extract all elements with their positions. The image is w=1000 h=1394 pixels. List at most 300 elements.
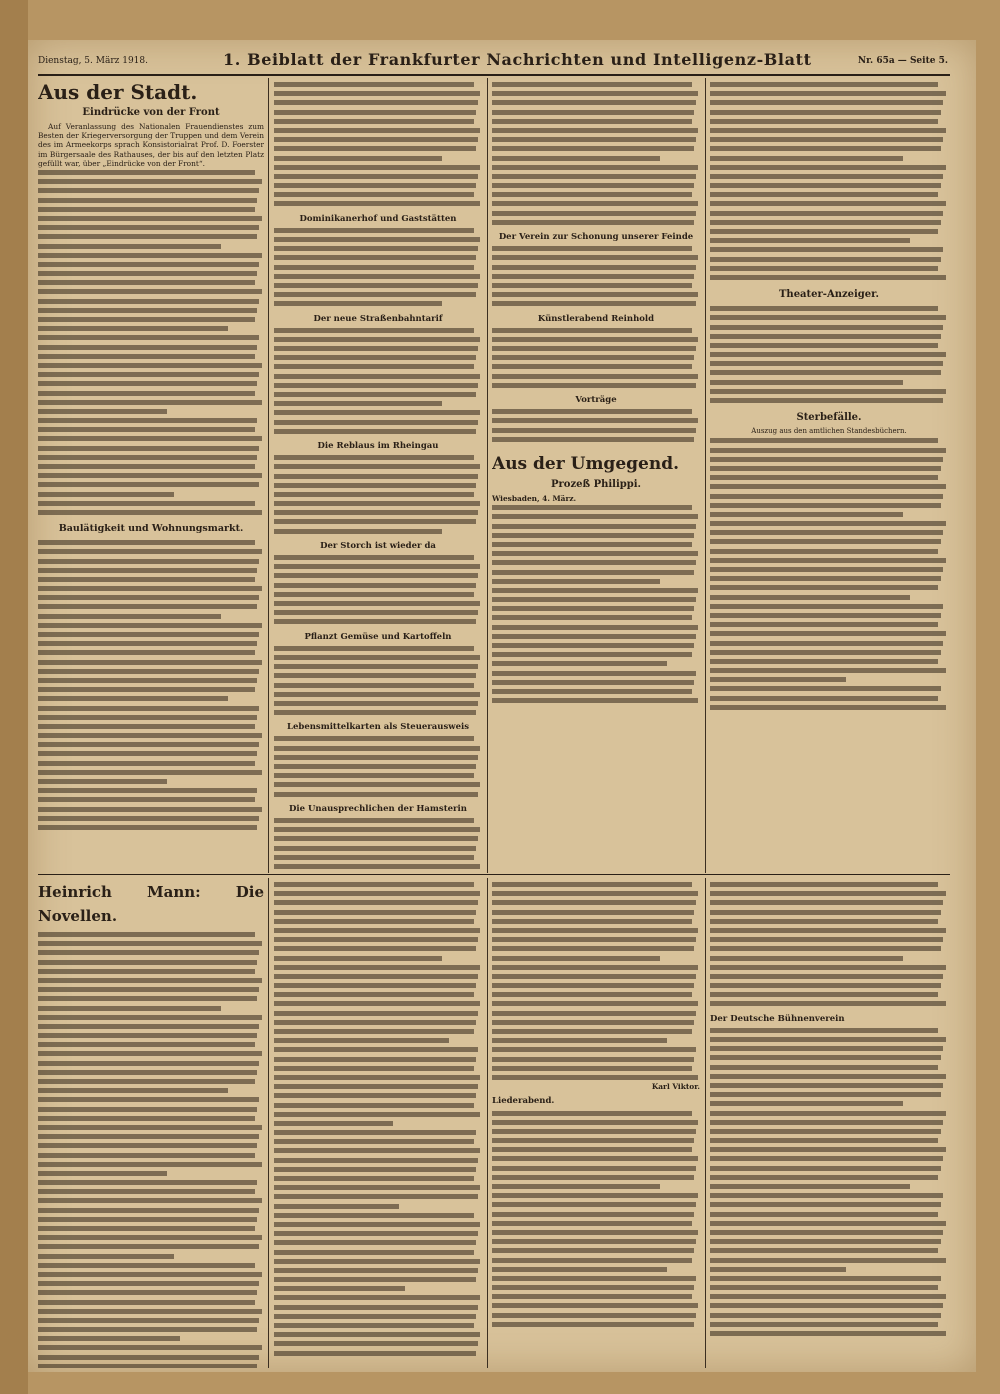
text-line — [492, 144, 694, 153]
text-line — [274, 172, 478, 181]
text-line — [492, 344, 696, 353]
text-line — [274, 1238, 476, 1247]
text-line — [710, 273, 946, 282]
text-line — [492, 898, 696, 907]
text-line — [274, 1339, 478, 1348]
text-line — [710, 1301, 943, 1310]
text-line — [38, 612, 221, 621]
text-line — [710, 602, 943, 611]
text-line — [492, 1045, 696, 1054]
text-line — [492, 623, 698, 632]
text-line — [710, 1237, 941, 1246]
text-line — [492, 944, 694, 953]
text-line — [710, 694, 938, 703]
text-line — [492, 926, 698, 935]
text-line — [274, 753, 478, 762]
text-line — [710, 547, 938, 556]
text-line — [492, 577, 660, 586]
text-line — [38, 713, 257, 722]
text-line — [710, 639, 943, 648]
text-line — [492, 908, 694, 917]
text-line — [274, 608, 478, 617]
column-2 — [274, 80, 482, 870]
text-line — [710, 209, 943, 218]
text-line — [274, 1045, 478, 1054]
text-line — [492, 1064, 692, 1073]
text-line — [492, 696, 698, 705]
text-line — [492, 1191, 698, 1200]
text-line — [710, 1026, 938, 1035]
text-line — [492, 999, 698, 1008]
text-line — [710, 80, 938, 89]
text-line — [274, 408, 480, 417]
text-line — [274, 1101, 474, 1110]
text-line — [710, 368, 941, 377]
text-line — [38, 667, 259, 676]
text-line — [710, 473, 938, 482]
text-line — [492, 1073, 698, 1082]
text-line — [38, 444, 259, 453]
text-line — [38, 186, 259, 195]
text-line — [38, 985, 259, 994]
column-rule — [705, 78, 706, 873]
text-line — [38, 1059, 259, 1068]
article-headline: Die Unausprechlichen der Hamsterin — [289, 803, 467, 814]
text-line — [710, 675, 846, 684]
text-line — [274, 190, 474, 199]
text-line — [710, 154, 903, 163]
text-line — [38, 538, 255, 547]
text-line — [38, 1049, 262, 1058]
text-line — [274, 499, 480, 508]
text-line — [710, 264, 938, 273]
text-line — [38, 287, 262, 296]
text-line — [274, 1202, 399, 1211]
text-line — [38, 196, 257, 205]
text-line — [710, 1044, 943, 1053]
text-line — [38, 1215, 257, 1224]
text-body — [274, 644, 482, 718]
text-line — [710, 135, 943, 144]
text-line — [274, 80, 474, 89]
article-headline: Künstlerabend Reinhold — [537, 313, 655, 324]
text-line — [38, 1343, 262, 1352]
text-line — [710, 1118, 943, 1127]
text-line — [38, 1288, 257, 1297]
deaths-subheadline: Auszug aus den amtlichen Standesbüchern. — [751, 427, 907, 436]
text-line — [38, 1196, 262, 1205]
text-line — [38, 593, 259, 602]
text-line — [38, 260, 259, 269]
text-line — [274, 617, 476, 626]
text-line — [710, 255, 941, 264]
text-line — [710, 1145, 946, 1154]
text-line — [710, 657, 938, 666]
text-line — [710, 981, 941, 990]
text-line — [274, 1036, 449, 1045]
text-line — [274, 1119, 393, 1128]
text-line — [710, 908, 941, 917]
section-rule — [38, 874, 950, 875]
text-line — [274, 272, 480, 281]
text-line — [38, 1353, 259, 1362]
text-line — [492, 272, 694, 281]
text-line — [38, 407, 167, 416]
text-line — [38, 1298, 255, 1307]
text-line — [38, 566, 257, 575]
text-line — [274, 163, 480, 172]
text-line — [274, 1055, 476, 1064]
text-line — [274, 235, 480, 244]
section-headline: Aus der Stadt. — [38, 80, 198, 104]
text-line — [38, 508, 262, 517]
text-line — [492, 522, 696, 531]
text-line — [274, 1284, 405, 1293]
text-line — [38, 370, 259, 379]
text-line — [710, 464, 941, 473]
article-headline: Die Reblaus im Rheingau — [317, 440, 439, 451]
text-line — [38, 425, 255, 434]
text-line — [710, 648, 941, 657]
text-line — [38, 749, 257, 758]
text-line — [274, 1009, 478, 1018]
text-line — [274, 199, 480, 208]
text-line — [38, 269, 257, 278]
text-line — [274, 844, 476, 853]
text-line — [38, 1013, 262, 1022]
article-headline: Vorträge — [575, 395, 617, 406]
text-line — [274, 508, 478, 517]
text-line — [492, 1311, 696, 1320]
text-line — [492, 190, 692, 199]
text-body — [274, 816, 482, 870]
text-line — [274, 290, 476, 299]
text-body — [492, 244, 700, 308]
article-headline: Der Deutsche Bühnenverein — [710, 1013, 845, 1024]
text-line — [38, 1362, 257, 1368]
text-line — [38, 324, 228, 333]
text-line — [274, 453, 474, 462]
text-line — [38, 948, 259, 957]
text-line — [492, 1292, 692, 1301]
text-line — [710, 935, 943, 944]
text-line — [710, 1127, 941, 1136]
deaths-headline: Sterbefälle. — [796, 412, 862, 424]
text-line — [492, 218, 694, 227]
text-line — [492, 935, 696, 944]
text-line — [274, 481, 476, 490]
dateline: Wiesbaden, 4. März. — [492, 493, 577, 503]
text-line — [492, 586, 698, 595]
text-line — [274, 981, 476, 990]
text-line — [38, 814, 259, 823]
text-line — [38, 958, 257, 967]
signature: Karl Viktor. — [651, 1082, 700, 1092]
page-binding-edge — [0, 0, 28, 1394]
text-line — [492, 604, 694, 613]
text-line — [38, 1040, 255, 1049]
text-line — [710, 1311, 941, 1320]
text-line — [492, 1200, 696, 1209]
text-line — [38, 1334, 180, 1343]
text-line — [38, 1307, 262, 1316]
text-line — [38, 471, 262, 480]
text-line — [38, 379, 257, 388]
text-line — [38, 1270, 262, 1279]
text-line — [38, 639, 257, 648]
text-line — [492, 263, 696, 272]
text-line — [710, 181, 941, 190]
text-body — [274, 326, 482, 436]
text-line — [710, 359, 943, 368]
text-body — [492, 407, 700, 444]
text-line — [38, 1261, 255, 1270]
text-line — [38, 462, 255, 471]
text-line — [492, 632, 696, 641]
text-line — [710, 1035, 946, 1044]
text-line — [710, 1219, 946, 1228]
text-line — [710, 926, 946, 935]
text-line — [492, 1246, 694, 1255]
text-line — [38, 223, 259, 232]
text-line — [38, 930, 255, 939]
text-line — [274, 1156, 478, 1165]
text-line — [492, 1118, 698, 1127]
text-line — [38, 759, 255, 768]
text-line — [492, 512, 698, 521]
text-line — [710, 917, 938, 926]
text-line — [492, 407, 692, 416]
theater-listing — [710, 304, 948, 405]
text-line — [274, 427, 476, 436]
text-line — [710, 611, 941, 620]
text-line — [274, 990, 474, 999]
text-body — [492, 1109, 700, 1330]
text-line — [710, 199, 946, 208]
text-line — [492, 659, 667, 668]
text-line — [38, 676, 257, 685]
text-line — [38, 398, 262, 407]
text-line — [274, 816, 474, 825]
text-line — [710, 537, 941, 546]
text-line — [38, 1105, 257, 1114]
text-line — [274, 89, 480, 98]
text-line — [710, 323, 943, 332]
text-line — [38, 1077, 255, 1086]
text-line — [492, 353, 694, 362]
text-line — [710, 1090, 941, 1099]
text-line — [38, 297, 259, 306]
text-line — [274, 771, 474, 780]
text-line — [710, 144, 941, 153]
text-line — [38, 1325, 257, 1334]
text-line — [274, 1027, 474, 1036]
text-line — [710, 341, 938, 350]
text-line — [38, 630, 259, 639]
header-title: 1. Beiblatt der Frankfurter Nachrichten und Intelligenz-Blatt — [223, 50, 812, 69]
text-line — [274, 299, 442, 308]
text-line — [274, 181, 476, 190]
text-line — [274, 581, 476, 590]
text-line — [38, 251, 262, 260]
text-line — [492, 613, 692, 622]
text-line — [492, 1182, 660, 1191]
text-line — [274, 117, 474, 126]
text-line — [492, 154, 660, 163]
text-line — [274, 1229, 478, 1238]
text-line — [492, 126, 698, 135]
text-line — [274, 999, 480, 1008]
article-headline: Pflanzt Gemüse und Kartoffeln — [304, 631, 452, 642]
text-line — [274, 144, 476, 153]
text-line — [274, 880, 474, 889]
text-line — [492, 98, 696, 107]
text-line — [274, 744, 480, 753]
text-line — [38, 1160, 262, 1169]
text-line — [274, 1110, 480, 1119]
text-line — [38, 621, 262, 630]
text-line — [274, 708, 476, 717]
text-line — [710, 583, 938, 592]
text-line — [38, 768, 262, 777]
text-line — [38, 786, 257, 795]
text-line — [274, 326, 474, 335]
text-line — [492, 1036, 667, 1045]
column-rule — [487, 78, 488, 873]
text-line — [710, 1154, 943, 1163]
text-line — [38, 976, 262, 985]
text-line — [710, 227, 938, 236]
text-line — [710, 1228, 943, 1237]
text-line — [38, 1132, 259, 1141]
text-line — [710, 528, 943, 537]
text-line — [492, 326, 692, 335]
text-line — [492, 1154, 698, 1163]
text-line — [710, 350, 946, 359]
text-line — [492, 1256, 692, 1265]
bottom-column-4 — [710, 880, 948, 1368]
text-line — [710, 304, 938, 313]
text-line — [274, 972, 478, 981]
text-line — [710, 455, 943, 464]
text-line — [492, 253, 698, 262]
text-line — [710, 519, 946, 528]
text-line — [274, 1146, 480, 1155]
text-line — [274, 462, 480, 471]
text-line — [710, 666, 946, 675]
text-line — [710, 89, 946, 98]
text-line — [274, 963, 480, 972]
text-line — [710, 1063, 938, 1072]
text-line — [492, 299, 696, 308]
text-line — [710, 117, 938, 126]
text-line — [710, 1173, 938, 1182]
text-line — [710, 98, 943, 107]
text-line — [274, 1165, 476, 1174]
text-line — [710, 593, 910, 602]
text-line — [492, 503, 692, 512]
text-line — [710, 1164, 941, 1173]
text-line — [38, 967, 255, 976]
text-line — [38, 434, 262, 443]
feuilleton-headline: Heinrich Mann: Die Novellen. — [38, 883, 264, 925]
text-line — [492, 80, 692, 89]
text-line — [492, 1027, 692, 1036]
text-line — [38, 242, 221, 251]
text-body — [492, 880, 700, 1082]
text-line — [38, 177, 262, 186]
text-body — [710, 880, 948, 1009]
text-line — [274, 853, 474, 862]
text-line — [274, 253, 476, 262]
text-line — [38, 1224, 255, 1233]
text-line — [710, 556, 946, 565]
text-line — [274, 571, 478, 580]
text-line — [710, 396, 943, 405]
text-line — [492, 135, 696, 144]
text-line — [38, 499, 255, 508]
text-line — [274, 418, 478, 427]
text-line — [492, 381, 696, 390]
header-rule — [38, 74, 950, 76]
deaths-listing — [710, 436, 948, 712]
text-line — [38, 602, 257, 611]
column-rule — [268, 878, 269, 1368]
text-line — [38, 1242, 259, 1251]
text-line — [274, 226, 474, 235]
text-line — [38, 232, 257, 241]
text-line — [274, 490, 474, 499]
text-line — [274, 908, 476, 917]
text-line — [38, 1086, 228, 1095]
text-line — [38, 575, 255, 584]
text-line — [710, 944, 941, 953]
text-line — [492, 1228, 698, 1237]
text-line — [274, 762, 476, 771]
text-line — [38, 795, 255, 804]
text-line — [492, 181, 694, 190]
text-line — [38, 823, 257, 832]
text-line — [274, 344, 478, 353]
text-line — [710, 172, 943, 181]
text-line — [492, 1237, 696, 1246]
article-headline: Lebensmittelkarten als Steuerausweis — [287, 722, 469, 733]
text-line — [492, 1145, 692, 1154]
text-line — [38, 1252, 174, 1261]
text-line — [710, 972, 943, 981]
text-line — [492, 963, 698, 972]
text-line — [710, 1274, 941, 1283]
text-line — [710, 1109, 946, 1118]
text-line — [492, 990, 692, 999]
text-line — [274, 154, 442, 163]
text-line — [38, 1022, 259, 1031]
text-line — [274, 553, 474, 562]
article-headline: Eindrücke von der Front — [82, 107, 220, 118]
text-line — [710, 1292, 946, 1301]
text-line — [38, 584, 262, 593]
text-line — [274, 917, 474, 926]
section-headline: Aus der Umgegend. — [492, 453, 679, 474]
text-line — [274, 1303, 478, 1312]
text-line — [274, 790, 478, 799]
text-line — [274, 390, 476, 399]
text-line — [710, 1246, 938, 1255]
text-line — [274, 281, 478, 290]
text-line — [492, 335, 698, 344]
text-line — [274, 681, 474, 690]
text-line — [492, 290, 698, 299]
